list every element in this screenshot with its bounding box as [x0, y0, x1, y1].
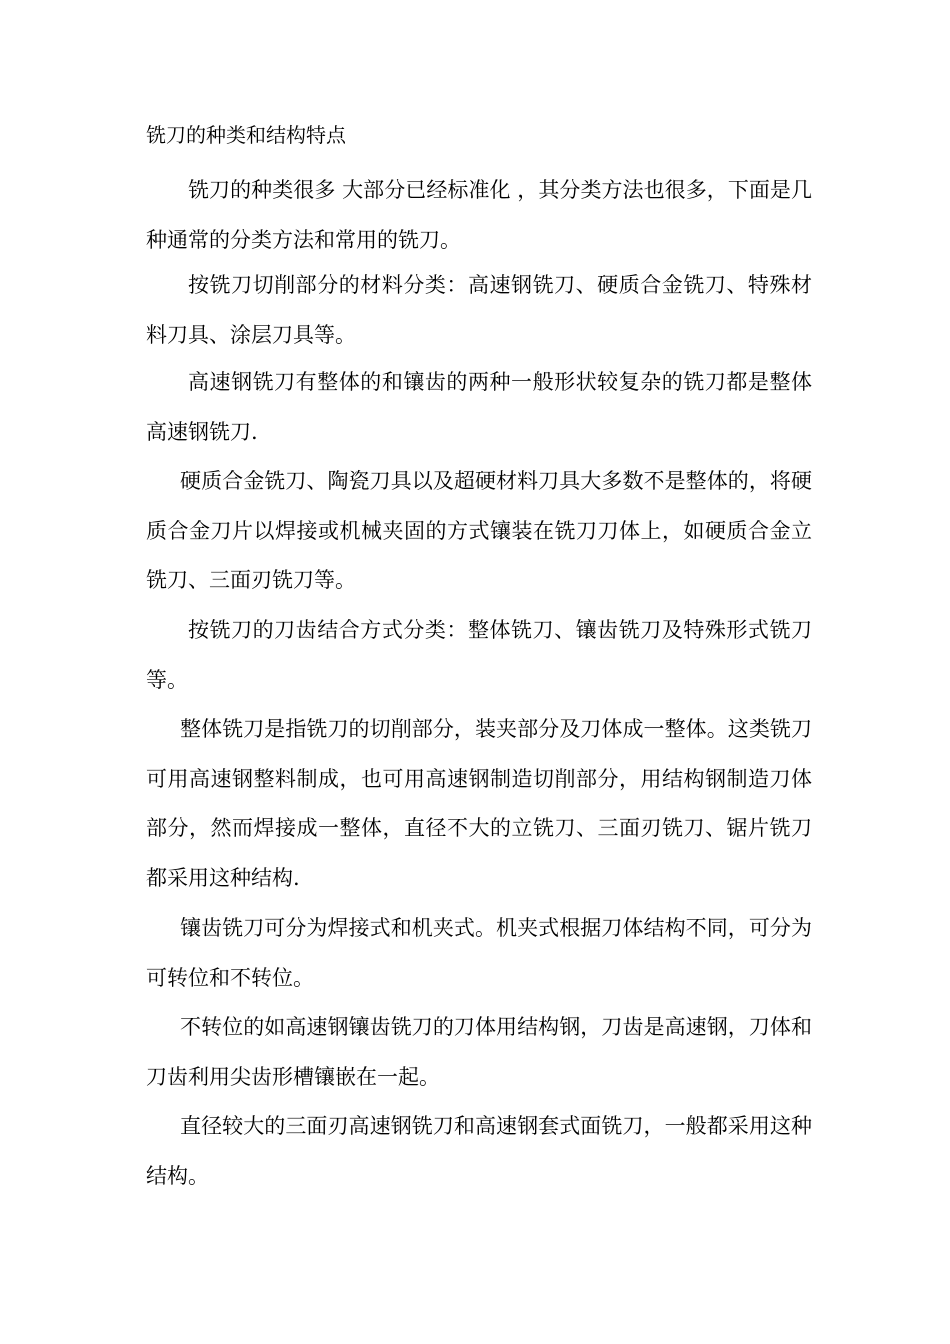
paragraph: 整体铣刀是指铣刀的切削部分，装夹部分及刀体成一整体。这类铣刀可用高速钢整料制成，也可用高速钢制造切削部分，用结构钢制造刀体部分，然而焊接成一整体，直径不大的立铣刀、三面刃铣刀、锯片铣刀都采用这种结构. — [146, 717, 812, 890]
paragraph: 按铣刀切削部分的材料分类：高速钢铣刀、硬质合金铣刀、特殊材料刀具、涂层刀具等。 — [146, 273, 812, 347]
document-title: 铣刀的种类和结构特点 — [146, 123, 346, 147]
paragraph: 硬质合金铣刀、陶瓷刀具以及超硬材料刀具大多数不是整体的，将硬质合金刀片以焊接或机械夹固的方式镶装在铣刀刀体上，如硬质合金立铣刀、三面刃铣刀等。 — [146, 469, 812, 592]
paragraph: 按铣刀的刀齿结合方式分类：整体铣刀、镶齿铣刀及特殊形式铣刀等。 — [146, 618, 812, 692]
paragraph: 直径较大的三面刃高速钢铣刀和高速钢套式面铣刀，一般都采用这种结构。 — [146, 1114, 812, 1188]
paragraph: 高速钢铣刀有整体的和镶齿的两种一般形状较复杂的铣刀都是整体高速钢铣刀. — [146, 370, 812, 444]
paragraph: 镶齿铣刀可分为焊接式和机夹式。机夹式根据刀体结构不同，可分为可转位和不转位。 — [146, 916, 812, 990]
paragraph: 不转位的如高速钢镶齿铣刀的刀体用结构钢，刀齿是高速钢，刀体和刀齿利用尖齿形槽镶嵌在一起。 — [146, 1015, 812, 1089]
paragraph: 铣刀的种类很多 大部分已经标准化 ，其分类方法也很多，下面是几种通常的分类方法和常用的铣刀。 — [146, 178, 812, 252]
